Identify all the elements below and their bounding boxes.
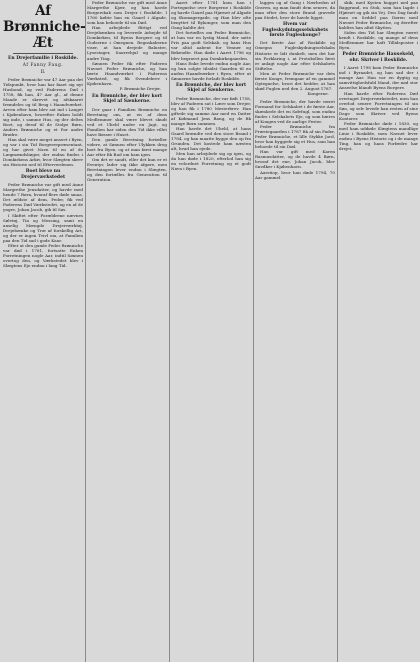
- paragraph: Siden den Tid har Slægten været kendt i Roskilde, og mange af dens Medlemmer har haft Tillidsposter i Byen.: [339, 30, 418, 51]
- paragraph: Han arbejdede flittigt ved Drejebænken og leverede Arbejde til Domkirken, til Byens Borgere og til Godserne i Omegnen. Regnskaberne viser, at han drejede Balustre, Lysestager, Snurrehjul og mange andre Ting.: [87, 25, 167, 61]
- paragraph: Aarstiop, hvor han døde 1794, 70 Aar gammel.: [255, 169, 335, 180]
- column-3: [171, 0, 251, 171]
- paragraph: Peder Brønniche var 47 Aar paa det Tidspunkt, hvor han har faaet sig nyt Husbond, og ved Faderens Død i 1758, fik han, 47 Aar gl., af denne Maade er skrevet og afskaaret fremdeles og til Brug i Haandværket. Arven efter ham blev sat ind i Lauget i Kjøbenhavn, hvorefter Enken holdt sig inde, i samme Hus, og der deltes Boet, og deraf til de Stolpe Børn, Anders Brønniche og et Par andre Brødre.: [3, 76, 83, 138]
- paragraph: Aaret efter 1781 kom han i Fortegnelse over Borgerne i Roskilde og havde Gaard paa Hjørnet af Algade og Skomagergade, og Han blev ofte benyttet til Bykonger, som man den Gang kaldte det.: [171, 0, 251, 31]
- paragraph: Den gamle Beretning fortæller videre, at Sønnen efter Ulykken drog bort fra Byen, og at man først mange Aar efter fik Bud om ham igen.: [87, 136, 167, 158]
- paragraph: Om det er sandt, eller det kun er et Eventyr, lader sig ikke afgøre, men Beretningen lever endnu i Slægten, og den fortælles fra Generation til Generation.: [87, 157, 167, 183]
- paragraph: Han havde efter Faderens Død overtaget Drejerværkstedet, men han overlod senere Forretningen til sin Søn, og selv levede han resten af sine Dage som Skriver ved Byens Kontorer.: [339, 90, 418, 121]
- paragraph: Sønnen Peder fik efter Faderen Navnet Peder Brønniche, og han lærte Haandværket i Faderens Værksted, og fik Svendebrev i Kjøbenhavn.: [87, 60, 167, 86]
- article-part: II.: [40, 69, 46, 75]
- article-author: Af Fanny Faug.: [22, 62, 64, 68]
- column-2: [87, 0, 167, 182]
- section-heading: Hvem var Fugleskydningsselskabets første Fugleskonge?: [262, 22, 328, 38]
- paragraph: Men han arbejdede sig op igen, og da han døde i 1820, efterlod han sig en velordnet Forretning og et godt Navn i Byen.: [171, 151, 251, 172]
- article-subtitle: En Drejerfamilie i Roskilde.: [7, 55, 79, 61]
- paragraph: Peder Brønniche, der havde været Formand for Selskabet i de første Aar, skænkede det en Sølvfugl, som endnu findes i Selskabets Eje, og som bæres af Kongen ved de aarlige Fester.: [255, 98, 335, 125]
- paragraph: Det fortælles om Peder Brønniche, at han var en lystig Mand, der satte Pris paa godt Selskab, og hans Hus var altid aabent for Venner og Bekendte. Han døde i Aaret 1796 og blev begravet paa Domkirkegaarden.: [171, 30, 251, 61]
- paragraph: laggen og af Gang i Nærheden af Graven, og man fandt dem senere, da man efter den store Brand gravede paa Stedet, hvor de havde ligget.: [255, 0, 335, 21]
- paragraph: Peder Brønniche var gift med Anne Margrethe Kjær, og han havde Borgerskab som Drejer i Roskilde. I 1760 købte han en Gaard i Algade, som han beboede til sin Død.: [87, 0, 167, 26]
- paragraph: Det første Aar af Roskilde og Omegns Fugleskydningsselskabs Historie er lidt dunkelt, men det har sin Forklaring i, at Protokollen først er anlagt nogle Aar efter Selskabets Stiftelse.: [255, 40, 335, 71]
- signoff: P. Brønniche Drejer.: [119, 85, 161, 91]
- paragraph: Han havde det Uheld, at hans Gaard brændte ved den store Brand i 1784, og han maatte bygge den op fra Grunden. Det kostede ham næsten alt, hvad han ejede.: [171, 125, 251, 152]
- signoff: Kongerne.: [307, 90, 329, 96]
- title-rule: [13, 53, 73, 54]
- paragraph: Der gaar i Familien Brønniche en Beretning om, at en af dens Medlemmer skal være blevet skudt ved et Uheld under en Jagt, og Familien har siden den Tid ikke villet have Bøsser i Huset.: [87, 106, 167, 137]
- article-title: Af Brønniche-Æt: [3, 3, 86, 51]
- paragraph: Hans Enke levede endnu nogle Aar, og hun solgte tilsidst Gaarden til en anden Haandværker i Byen, efter at Sønnerne havde forladt Roskilde.: [171, 60, 251, 81]
- paragraph: Han var gift med Karen Rasmusdatter, og de havde 4 Børn, hvoraf det ene, Johan Jacob, blev Snedker i Kjøbenhavn.: [255, 149, 335, 170]
- paragraph: I Skiftet efter Forældrene nævnes Sølvtøj, Tin og Messing, samt en anselig Mængde Drejerværktøj, Drejebænke og Træ af forskellig Art, og der er ingen Tvivl om, at Familien paa den Tid sad i gode Kaar.: [3, 212, 83, 243]
- column-rule: [169, 0, 170, 662]
- column-4: [255, 0, 335, 180]
- section-heading: Boet bleve nu Drejerværkstedet: [20, 169, 66, 180]
- section-heading: En Brønniche, der blev kort Skjel af Sænkerne.: [91, 93, 163, 105]
- paragraph: Peder Brønniche døde i 1830, og med ham uddøde Slægtens mandlige Linie i Roskilde, men Navnet lever endnu i Byens Historie og i de mange Ting, han og hans Forfædre har drejet.: [339, 120, 418, 152]
- column-rule: [85, 0, 86, 662]
- paragraph: Peder Brønniche var gift med Anne Margrethe Jensdatter, og havde med hende 7 Børn, hvoraf flere døde smaa. Det ældste af dem, Peder, fik ved Faderens Død Værkstedet, og en af de yngre, Johan Jacob, gik til Søs.: [3, 182, 83, 213]
- column-5: [339, 0, 418, 151]
- section-heading: Peder Brønniche Hausekeld, ohr. Skriver i Roskilde.: [342, 52, 415, 63]
- column-rule: [337, 0, 338, 662]
- paragraph: Han skal være meget anseet i Byen, og var i sin Tid Borgerrepræsentant, og har givet Navn til en af de Lægmændsbøger, der endnu findes i Domkirkens Arkiv, hvor Slægten skrev sin Historie ned til Efterverdenen.: [3, 137, 83, 168]
- section-heading: En Brønniche, der blev kort Skjel af Sænkerne.: [175, 82, 247, 94]
- paragraph: Peder Brønniche, der var født 1758, blev af Faderen sat i Lære som Drejer, og han fik i 1780 Mesterbrev. Han giftede sig samme Aar med en Datter af Købmand Jens Bang, og de fik mange Børn sammen.: [171, 95, 251, 126]
- column-1: [3, 0, 86, 268]
- paragraph: Men at Peder Brønniche var dets første Konge, fremgaar af en gammel Optegnelse, hvori det hedder, at han skød Fuglen ned den 2. August 1787.: [255, 70, 335, 91]
- column-rule: [253, 0, 254, 662]
- paragraph: I Aaret 1798 kom Peder Brønniche ind i Byraadet, og han sad der i mange Aar. Han var en dygtig og samvittighedsfuld Mand, der nød stor Anseelse blandt Byens Borgere.: [339, 65, 418, 91]
- paragraph: Peder Brønniche fra Præstegaarden i 1787 fik af sin Fader, Peder Brønniche, et lille Stykke Jord, hvor han byggede sig et Hus, som han beboede til sin Død.: [255, 124, 335, 150]
- paragraph: skik, med Kysten hugget ned paa Baggrund, en Stok, som han lagde i Hjørnet og gik sin Vej. Den Dag fandt man en Seddel paa Døren med Navnet Peder Brønniche, og derefter kaldtes han altid Skytten.: [339, 0, 418, 31]
- paragraph: Efter at den gamle Peder Brønniche var død i 1781, fortsatte Enken Forretningen nogle Aar, indtil Sønnen overtog den, og Værkstedet blev i Slægtens Eje endnu i lang Tid.: [3, 242, 83, 268]
